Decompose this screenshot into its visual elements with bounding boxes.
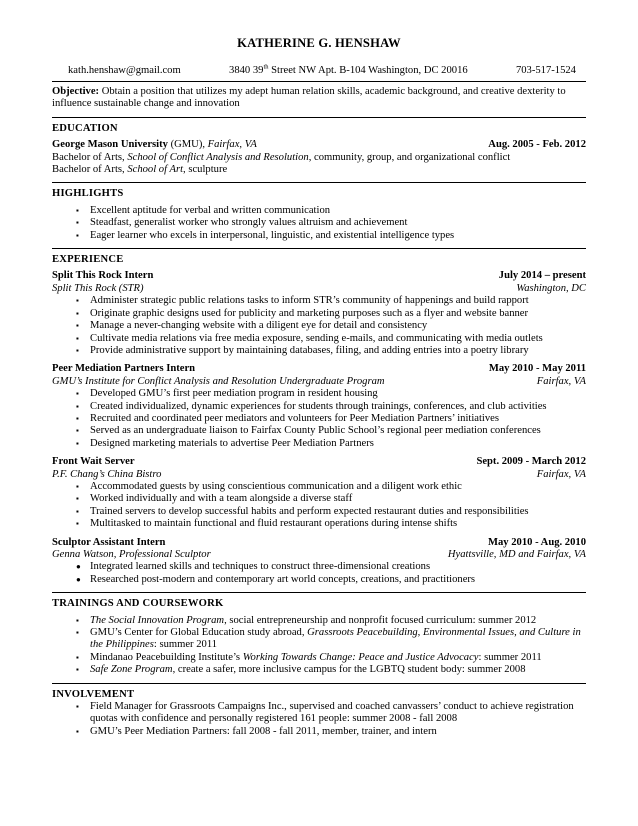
divider bbox=[52, 683, 586, 684]
section-heading: EXPERIENCE bbox=[52, 254, 124, 266]
education-dates: Aug. 2005 - Feb. 2012 bbox=[488, 139, 586, 151]
experience-section bbox=[52, 254, 586, 586]
list-item: ▪ Eager learner who excels in interpersonal, linguistic, and existential intelligence types bbox=[76, 229, 455, 241]
degree-1: Bachelor of Arts, School of Conflict Analysis and Resolution, community, group, and organizational conflict bbox=[52, 151, 511, 163]
job-entry: Split This Rock Intern July 2014 – present Split This Rock (STR) Washington, DC ▪ Administer strategic public relations tasks to inform STR’s community of happenings and build rapport ▪ Originate graphic designs used for publicity and marketing purposes such as a flyer and website banner ▪ Manage a never-changing website with a diligent eye for detail and consistency ▪ Cultivate media relations via free media exposure, sending e-mails, and communicating with media outlets ▪ Provide administrative support by maintaining databases, filing, and adding entries into a poetry library bbox=[52, 270, 586, 356]
list-item: ▪ Administer strategic public relations tasks to inform STR’s community of happenings and build rapport bbox=[76, 295, 529, 307]
list-item: ▪ The Social Innovation Program, social entrepreneurship and nonprofit focused curriculum: summer 2012 bbox=[76, 614, 537, 626]
divider bbox=[52, 182, 586, 183]
email[interactable]: kath.henshaw@gmail.com bbox=[68, 65, 181, 76]
section-heading: EDUCATION bbox=[52, 122, 118, 134]
section-heading: INVOLVEMENT bbox=[52, 688, 135, 700]
divider bbox=[52, 81, 586, 82]
list-item: ▪ Steadfast, generalist worker who strongly values altruism and achievement bbox=[76, 217, 408, 229]
list-item: ▪ Developed GMU’s first peer mediation program in resident housing bbox=[76, 388, 378, 400]
job-entry: Sculptor Assistant Intern May 2010 - Aug. 2010 Genna Watson, Professional Sculptor Hyattsville, MD and Fairfax, VA ● Integrated learned skills and techniques to construct three-dimensional creations ● Researched post-modern and contemporary art world concepts, creations, and practitioners bbox=[52, 536, 586, 585]
list-item: ▪ Created individualized, dynamic experiences for students through trainings, conferences, and club activities bbox=[76, 400, 547, 412]
contact-line bbox=[52, 65, 586, 79]
degree-2: Bachelor of Arts, School of Art, sculpture bbox=[52, 164, 228, 176]
list-item: ▪ Worked individually and with a team alongside a diverse staff bbox=[76, 493, 353, 505]
divider bbox=[52, 592, 586, 593]
list-item: ▪ Mindanao Peacebuilding Institute’s Working Towards Change: Peace and Justice Advocacy: summer 2011 bbox=[76, 651, 542, 663]
section-heading: HIGHLIGHTS bbox=[52, 188, 124, 200]
list-item: ▪ GMU’s Center for Global Education study abroad, Grassroots Peacebuilding, Environmental Issues, and Culture in the Philippines: summer 2011 bbox=[76, 627, 581, 651]
candidate-name: KATHERINE G. HENSHAW bbox=[237, 36, 401, 50]
objective: Objective: Obtain a position that utilizes my adept human relation skills, academic background, and creative dexterity to influence sustainable change and innovation bbox=[52, 86, 566, 110]
phone: 703-517-1524 bbox=[515, 65, 576, 76]
trainings-section bbox=[52, 598, 586, 676]
job-entry: Front Wait Server Sept. 2009 - March 2012 P.F. Chang’s China Bistro Fairfax, VA ▪ Accommodated guests by using conscientious communication and a diligent work ethic ▪ Worked individually and with a team alongside a diverse staff ▪ Trained servers to develop successful habits and perform expected restaurant duties and responsibilities ▪ Multitasked to maintain functional and fluid restaurant operations during intense shifts bbox=[52, 456, 586, 530]
divider bbox=[52, 117, 586, 118]
list-item: ▪ Designed marketing materials to advertise Peer Mediation Partners bbox=[76, 437, 374, 449]
job-entry: Peer Mediation Partners Intern May 2010 - May 2011 GMU’s Institute for Conflict Analysis and Resolution Undergraduate Program Fairfax, VA ▪ Developed GMU’s first peer mediation program in resident housing ▪ Created individualized, dynamic experiences for students through trainings, conferences, and club activities ▪ Recruited and coordinated peer mediators and volunteers for Peer Mediation Partners’ initiatives ▪ Served as an undergraduate liaison to Fairfax County Public School’s regional peer mediation conferences ▪ Designed marketing materials to advertise Peer Mediation Partners bbox=[52, 363, 586, 449]
divider bbox=[52, 248, 586, 249]
address: 3840 39th Street NW Apt. B-104 Washington, DC 20016 bbox=[229, 63, 468, 76]
highlights-section bbox=[52, 188, 586, 242]
list-item: ▪ GMU’s Peer Mediation Partners: fall 2008 - fall 2011, member, trainer, and intern bbox=[76, 725, 437, 737]
list-item: ▪ Trained servers to develop successful habits and perform expected restaurant duties and responsibilities bbox=[76, 505, 529, 517]
list-item: ▪ Multitasked to maintain functional and fluid restaurant operations during intense shifts bbox=[76, 518, 458, 530]
involvement-section bbox=[52, 689, 586, 739]
education-section bbox=[52, 123, 586, 177]
education-school-row: George Mason University (GMU), Fairfax, VA Aug. 2005 - Feb. 2012 bbox=[52, 139, 586, 151]
resume-page bbox=[52, 0, 586, 744]
list-item: ▪ Cultivate media relations via free media exposure, sending e-mails, and communicating with media outlets bbox=[76, 332, 543, 344]
list-item: ▪ Originate graphic designs used for publicity and marketing purposes such as a flyer and website banner bbox=[76, 307, 529, 319]
highlights-list bbox=[52, 205, 586, 242]
list-item: ▪ Provide administrative support by maintaining databases, filing, and adding entries into a poetry library bbox=[76, 344, 529, 356]
list-item: ▪ Accommodated guests by using conscientious communication and a diligent work ethic bbox=[76, 480, 462, 492]
list-item: ● Researched post-modern and contemporary art world concepts, creations, and practitioners bbox=[76, 573, 476, 585]
list-item: ▪ Excellent aptitude for verbal and written communication bbox=[76, 204, 331, 216]
list-item: ▪ Safe Zone Program, create a safer, more inclusive campus for the LGBTQ student body: summer 2008 bbox=[76, 664, 526, 676]
list-item: ● Integrated learned skills and techniques to construct three-dimensional creations bbox=[76, 561, 431, 573]
list-item: ▪ Served as an undergraduate liaison to Fairfax County Public School’s regional peer mediation conferences bbox=[76, 425, 541, 437]
list-item: ▪ Recruited and coordinated peer mediators and volunteers for Peer Mediation Partners’ initiatives bbox=[76, 412, 499, 424]
list-item: ▪ Manage a never-changing website with a diligent eye for detail and consistency bbox=[76, 320, 428, 332]
list-item: ▪ Field Manager for Grassroots Campaigns Inc., supervised and coached canvassers’ conduct to achieve registration quotas with confidence and personally registered 161 people: summer 2008 - fall 2008 bbox=[76, 701, 574, 725]
section-heading: TRAININGS AND COURSEWORK bbox=[52, 598, 224, 610]
